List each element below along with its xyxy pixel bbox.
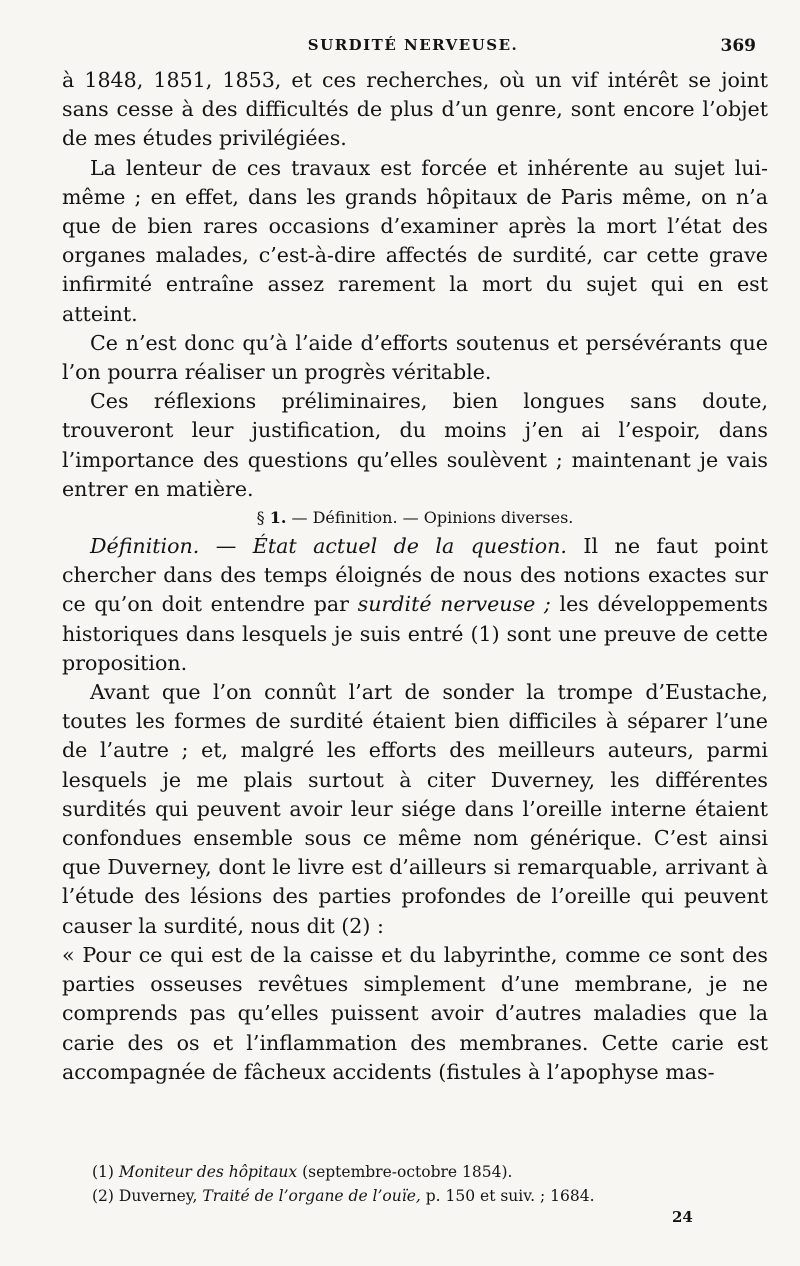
section-heading [62,504,768,532]
footnote-1 [92,1160,752,1184]
term-surdite-nerveuse: surdité nerveuse ; [357,592,551,617]
paragraph-4: Ces réflexions préliminaires, bien longues sans doute, trouveront leur justification, du moins j’en ai l’espoir, dans l’importance des questions qu’elles soulèvent ; maintenant je vais entrer en matière. [62,389,768,501]
footnote-1-mark: (1) [92,1163,114,1181]
footnote-2-text: p. 150 et suiv. ; 1684. [420,1187,595,1205]
paragraph-6: Avant que l’on connût l’art de sonder la trompe d’Eustache, toutes les formes de surdité étaient bien difficiles à séparer l’une de l’autre ; et, malgré les efforts des meilleurs auteurs, parmi lesquels je me plais surtout à citer Duverney, les différentes surdités qui peuvent avoir leur siége dans l’oreille interne étaient confondues ensemble sous ce même nom générique. C’est ainsi que Duverney, dont le livre est d’ailleurs si remarquable, arrivant à l’étude des lésions des parties profondes de l’oreille qui peuvent causer la surdité, nous dit (2) : [62,680,768,938]
footnote-2-author: Duverney, [113,1187,203,1205]
page-header [70,36,756,58]
paragraph-5 [62,532,768,678]
footnotes [92,1160,752,1208]
signature-mark: 24 [672,1208,693,1226]
body-text [62,66,768,1087]
running-title: SURDITÉ NERVEUSE. [307,36,519,54]
paragraph-5-text-a: Il ne faut point chercher dans des temps éloignés de nous des notions exactes sur ce qu’on doit entendre par [62,534,768,617]
paragraph-3: Ce n’est donc qu’à l’aide d’efforts soutenus et persévérants que l’on pourra réaliser un progrès véritable. [62,330,768,385]
section-title: — Définition. — Opinions diverses. [291,508,574,528]
page-number: 369 [720,36,756,56]
footnote-1-title: Moniteur des hôpitaux [118,1163,298,1181]
footnote-2 [92,1184,752,1208]
section-number: 1. [269,508,287,528]
paragraph-5-text-b: les développements historiques dans lesquels je suis entré (1) sont une preuve de cette proposition. [62,592,768,675]
footnote-2-mark: (2) [92,1187,114,1205]
footnote-1-text: (septembre-octobre 1854). [297,1163,513,1181]
paragraph-1: à 1848, 1851, 1853, et ces recherches, où un vif intérêt se joint sans cesse à des difficultés de plus d’un genre, sont encore l’objet de mes études privilégiées. [62,68,768,151]
paragraph-2: La lenteur de ces travaux est forcée et inhérente au sujet lui-même ; en effet, dans les grands hôpitaux de Paris même, on n’a que de bien rares occasions d’examiner après la mort l’état des organes malades, c’est-à-dire affectés de surdité, car cette grave infirmité entraîne assez rarement la mort du sujet qui en est atteint. [62,155,768,326]
quotation-paragraph: « Pour ce qui est de la caisse et du labyrinthe, comme ce sont des parties osseuses revêtues simplement d’une membrane, je ne comprends pas qu’elles puissent avoir d’autres maladies que la carie des os et l’inflammation des membranes. Cette carie est accompagnée de fâcheux accidents (fistules à l’apophyse mas- [62,942,768,1084]
section-sign: § [256,508,265,528]
definition-lead: Définition. — État actuel de la question. [90,534,567,559]
footnote-2-title: Traité de l’organe de l’ouïe, [202,1187,421,1205]
